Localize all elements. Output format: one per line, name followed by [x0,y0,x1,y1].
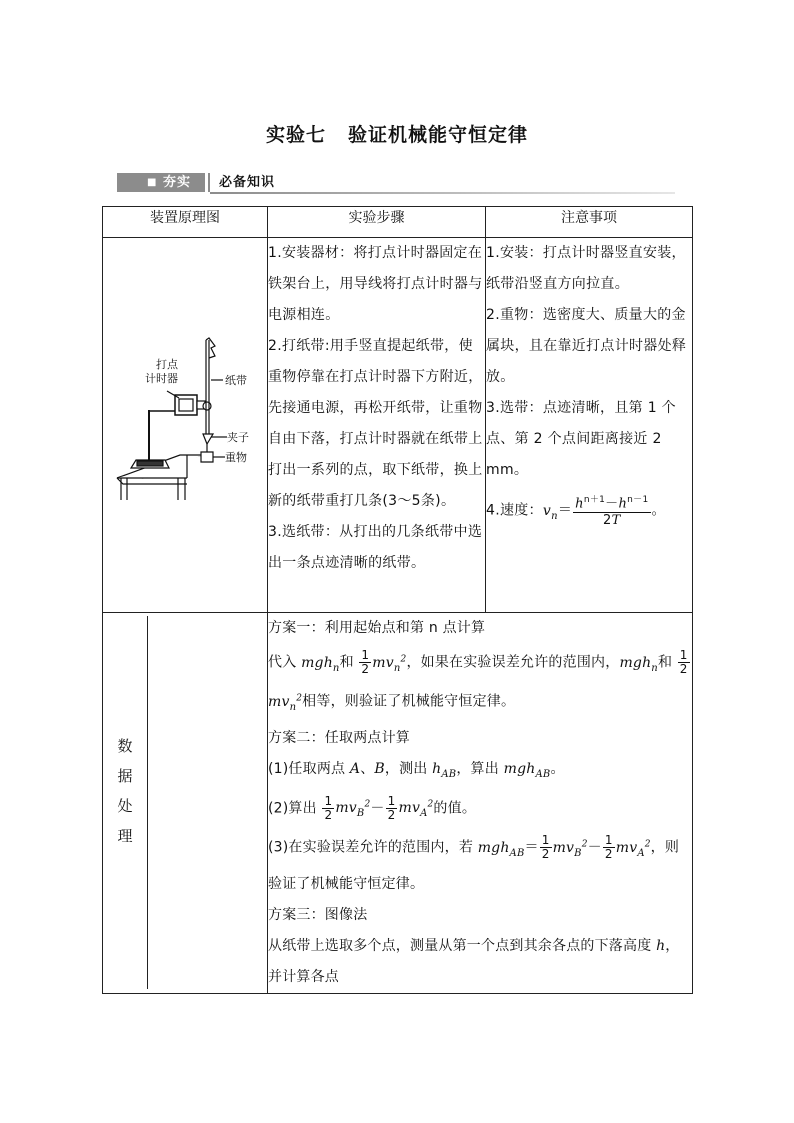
page-title [0,120,794,147]
label-timer-2: 计时器 [145,372,178,385]
velocity-fraction: $\frac{h^{n+1}-h^{n-1}}{2T}$ [573,492,650,529]
plan2-title: 方案二：任取两点计算 [268,729,410,746]
header-notes: 注意事项 [486,207,693,238]
plan1-title: 方案一：利用起始点和第 n 点计算 [268,620,486,636]
title-part1: 实验七 [265,124,326,146]
label-timer-1: 打点 [156,358,178,371]
step-2: 2.打纸带:用手竖直提起纸带，使重物停靠在打点计时器下方附近，先接通电源，再松开纸带，让重物自由下落，打点计时器就在纸带上打出一系列的点，取下纸带，换上新的纸带重打几条(3～5条)。 [268,338,483,509]
label-weight: 重物 [225,451,247,464]
header-steps: 实验步骤 [268,207,486,238]
note-2: 2.重物：选密度大、质量大的金属块，且在靠近打点计时器处释放。 [486,307,687,385]
note-4 [486,492,692,531]
apparatus-diagram [103,238,268,608]
section-tag [117,173,205,192]
section-divider [210,192,675,194]
step-1: 1.安装器材：将打点计时器固定在铁架台上，用导线将打点计时器与电源相连。 [268,245,483,323]
bullet-icon: ■ [147,177,157,188]
velocity-var: $v_n$ [542,502,558,522]
label-clip: 夹子 [227,431,249,444]
plan2-step3: (3)在实验误差允许的范围内，若 mgh$_{AB}$＝ $\frac{1}{2}$ $mv_B^2-$ $\frac{1}{2}$ $mv_A^2$，则验证了机械能守恒定律。 [268,833,680,892]
note-3: 3.选带：点迹清晰，且第 1 个点、第 2 个点间距离接近 2 mm。 [486,400,676,478]
equals: ＝ [557,502,573,519]
side-char-1: 数 [117,737,133,756]
step-3: 3.选纸带：从打出的几条纸带中选出一条点迹清晰的纸带。 [268,524,483,571]
data-cell [268,613,693,994]
data-side-label [103,613,268,994]
plan3-text: 从纸带上选取多个点，测量从第一个点到其余各点的下落高度 h，并计算各点 [268,937,680,985]
notes-cell [486,238,693,613]
side-char-4: 理 [117,827,133,846]
side-char-3: 处 [117,797,133,816]
note-4-suffix: 。 [651,502,666,519]
note-1: 1.安装：打点计时器竖直安装，纸带沿竖直方向拉直。 [486,245,686,292]
plan3-title: 方案三：图像法 [268,906,368,923]
steps-cell [268,238,486,613]
section-header [117,172,675,194]
experiment-table [102,206,693,994]
apparatus-cell [103,238,268,613]
section-tag-label: 夯实 [163,175,192,190]
section-name: 必备知识 [219,175,276,190]
plan2-step2: (2)算出 $\frac{1}{2}$ $mv_B^2-$ $\frac{1}{2}$ $mv_A^2$的值。 [268,793,477,822]
note-4-prefix: 4.速度： [486,502,543,519]
side-char-2: 据 [117,767,133,786]
header-apparatus: 装置原理图 [103,207,268,238]
plan1-text: 代入 mgh$_n$和 $\frac{1}{2}$ $mv_n^2$，如果在实验误差允许的范围内，mgh$_n$和 $\frac{1}{2}$ $mv_n^2$相等，则验证了机械能守恒定律。 [268,648,688,713]
label-tape: 纸带 [225,374,247,387]
plan2-step1: (1)任取两点 A、B，测出 $h_{AB}$，算出 mgh$_{AB}$。 [268,760,565,780]
title-part2: 验证机械能守恒定律 [348,124,529,146]
